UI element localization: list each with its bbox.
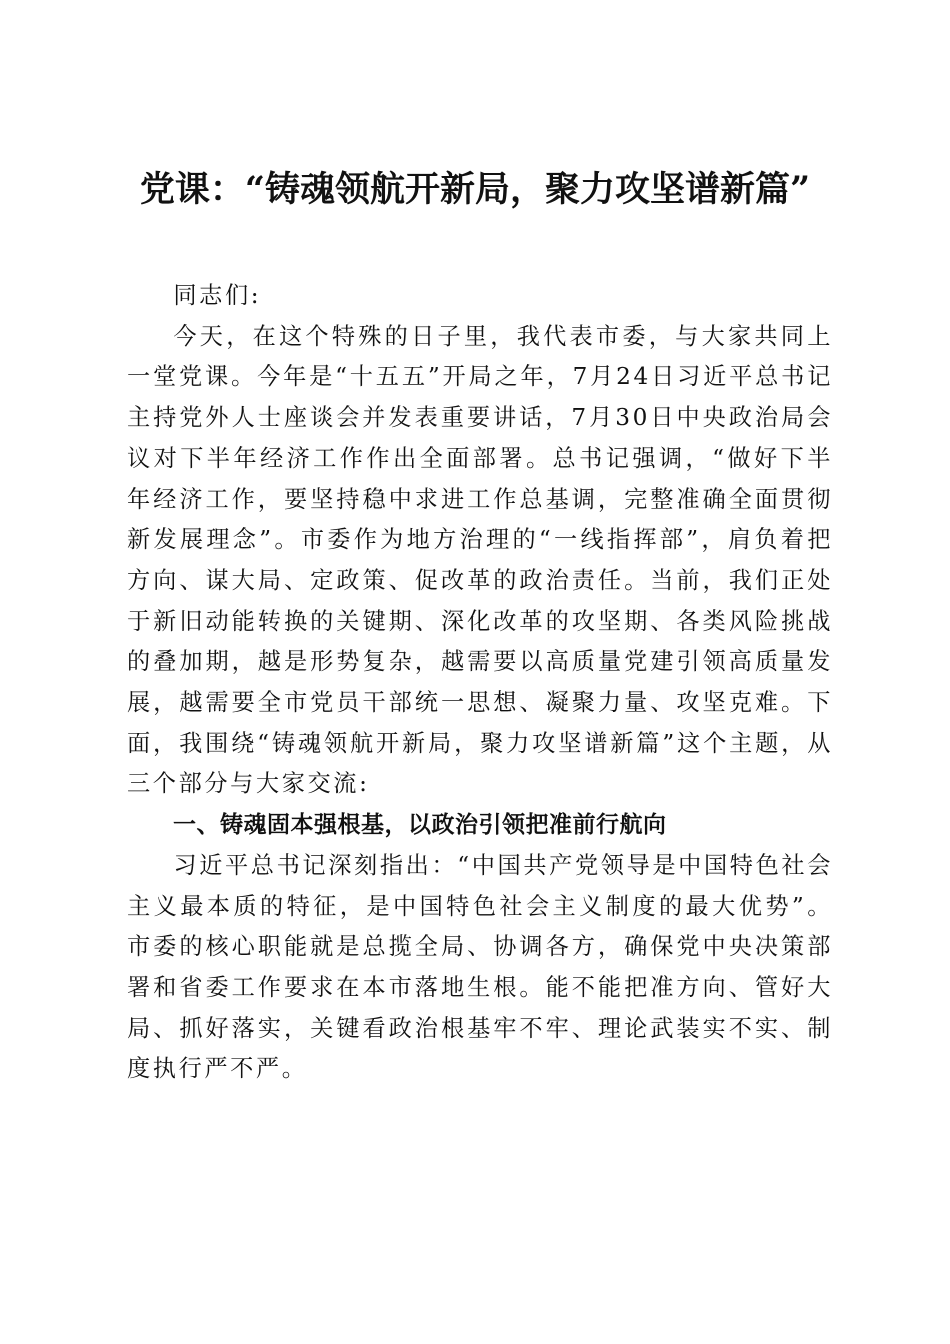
document-body [127,276,833,1090]
intro-paragraph: 今天，在这个特殊的日子里，我代表市委，与大家共同上一堂党课。今年是“十五五”开局之年，7月24日习近平总书记主持党外人士座谈会并发表重要讲话，7月30日中央政治局会议对下半年经济工作作出全面部署。总书记强调，“做好下半年经济工作，要坚持稳中求进工作总基调，完整准确全面贯彻新发展理念”。市委作为地方治理的“一线指挥部”，肩负着把方向、谋大局、定政策、促改革的政治责任。当前，我们正处于新旧动能转换的关键期、深化改革的攻坚期、各类风险挑战的叠加期，越是形势复杂，越需要以高质量党建引领高质量发展，越需要全市党员干部统一思想、凝聚力量、攻坚克难。下面，我围绕“铸魂领航开新局，聚力攻坚谱新篇”这个主题，从三个部分与大家交流: [127,322,833,798]
salutation: 同志们: [173,282,262,309]
document-title: 党课：“铸魂领航开新局，聚力攻坚谱新篇” [139,169,811,210]
section-paragraph: 习近平总书记深刻指出：“中国共产党领导是中国特色社会主义最本质的特征，是中国特色社会主义制度的最大优势”。市委的核心职能就是总揽全局、协调各方，确保党中央决策部署和省委工作要求在本市落地生根。能不能把准方向、管好大局、抓好落实，关键看政治根基牢不牢、理论武装实不实、制度执行严不严。 [127,851,833,1083]
section-heading: 一、铸魂固本强根基，以政治引领把准前行航向 [173,812,667,839]
